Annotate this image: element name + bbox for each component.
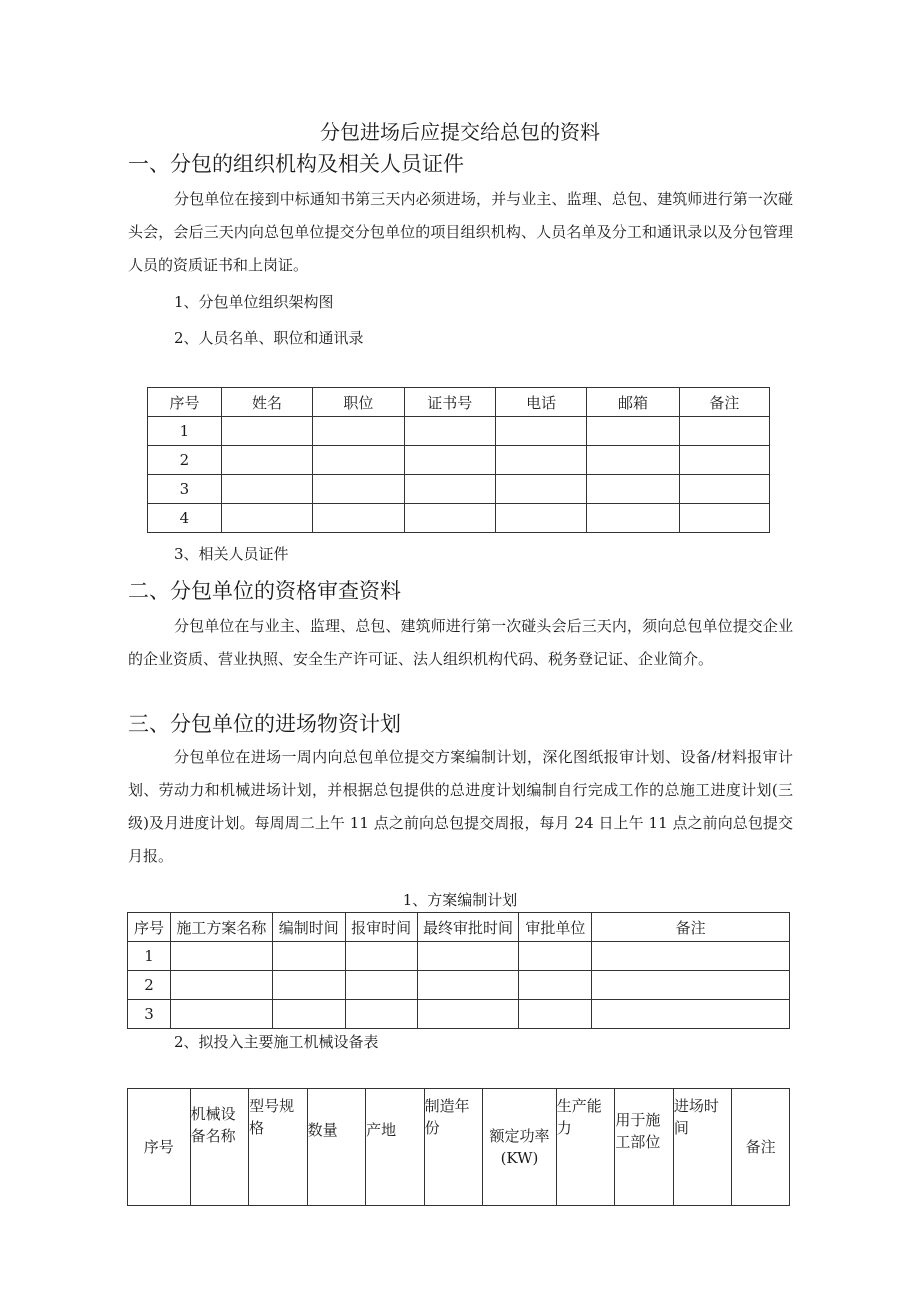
header-cell: 姓名: [221, 388, 312, 417]
header-cell: 进场时间: [673, 1089, 732, 1206]
table-cell: [404, 446, 495, 475]
header-cell: 电话: [495, 388, 586, 417]
table-cell: [587, 475, 679, 504]
row-number-cell: 2: [148, 446, 222, 475]
header-cell: 最终审批时间: [417, 913, 519, 942]
header-cell: 额定功率(KW): [483, 1089, 557, 1206]
row-number-cell: 2: [128, 971, 171, 1000]
table-cell: [679, 446, 769, 475]
table-cell: [519, 1000, 592, 1029]
table-cell: [272, 942, 345, 971]
table-row: [148, 504, 770, 533]
table-cell: [592, 942, 790, 971]
section-3-heading: 三、分包单位的进场物资计划: [128, 712, 401, 736]
table-cell: [587, 446, 679, 475]
header-cell: 制造年份: [424, 1089, 483, 1206]
table-row: [148, 475, 770, 504]
table-cell: [495, 446, 586, 475]
row-number-cell: 3: [128, 1000, 171, 1029]
header-cell: 产地: [366, 1089, 425, 1206]
table-cell: [519, 971, 592, 1000]
table-cell: [345, 942, 417, 971]
row-number-cell: 4: [148, 504, 222, 533]
plan-table-caption: 1、方案编制计划: [402, 891, 518, 909]
table-cell: [221, 446, 312, 475]
equipment-table-caption: 2、拟投入主要施工机械设备表: [174, 1033, 379, 1051]
table-cell: [404, 417, 495, 446]
table-cell: [404, 475, 495, 504]
table-cell: [519, 942, 592, 971]
section-1-heading: 一、分包的组织机构及相关人员证件: [128, 152, 464, 176]
table-cell: [272, 971, 345, 1000]
table-header-row: [128, 1089, 790, 1206]
table-cell: [170, 971, 272, 1000]
header-cell: 型号规格: [249, 1089, 308, 1206]
header-cell: 机械设备名称: [190, 1089, 249, 1206]
header-cell: 备注: [679, 388, 769, 417]
table-row: [148, 446, 770, 475]
row-number-cell: 1: [128, 942, 171, 971]
table-cell: [221, 475, 312, 504]
section-2-paragraph: 分包单位在与业主、监理、总包、建筑师进行第一次碰头会后三天内，须向总包单位提交企业的企业资质、营业执照、安全生产许可证、法人组织机构代码、税务登记证、企业简介。: [128, 617, 793, 668]
table-row: [128, 942, 790, 971]
table-row: [128, 1000, 790, 1029]
table-cell: [170, 1000, 272, 1029]
table-cell: [495, 417, 586, 446]
table-cell: [313, 504, 404, 533]
table-cell: [170, 942, 272, 971]
table-cell: [495, 475, 586, 504]
scheme-plan-table: [127, 912, 790, 1029]
section-2-heading: 二、分包单位的资格审查资料: [128, 579, 401, 603]
table-cell: [417, 971, 519, 1000]
row-number-cell: 1: [148, 417, 222, 446]
table-cell: [592, 1000, 790, 1029]
table-cell: [587, 417, 679, 446]
table-cell: [272, 1000, 345, 1029]
header-cell: 备注: [592, 913, 790, 942]
header-cell: 编制时间: [272, 913, 345, 942]
equipment-table: [127, 1088, 790, 1206]
header-cell: 报审时间: [345, 913, 417, 942]
section-1-item-1: 1、分包单位组织架构图: [174, 293, 334, 311]
table-cell: [313, 417, 404, 446]
table-header-row: [128, 913, 790, 942]
table-cell: [313, 475, 404, 504]
table-cell: [404, 504, 495, 533]
header-cell: 生产能力: [556, 1089, 615, 1206]
header-cell: 序号: [148, 388, 222, 417]
header-cell: 施工方案名称: [170, 913, 272, 942]
table-cell: [417, 942, 519, 971]
table-cell: [495, 504, 586, 533]
table-cell: [679, 504, 769, 533]
table-row: [148, 417, 770, 446]
header-cell: 证书号: [404, 388, 495, 417]
document-title: 分包进场后应提交给总包的资料: [320, 120, 600, 144]
table-cell: [345, 1000, 417, 1029]
table-cell: [313, 446, 404, 475]
row-number-cell: 3: [148, 475, 222, 504]
table-cell: [221, 417, 312, 446]
table-header-row: [148, 388, 770, 417]
table-cell: [221, 504, 312, 533]
table-cell: [417, 1000, 519, 1029]
header-cell: 序号: [128, 913, 171, 942]
header-cell: 用于施工部位: [615, 1089, 674, 1206]
section-1-item-3: 3、相关人员证件: [174, 545, 289, 563]
section-1-paragraph: 分包单位在接到中标通知书第三天内必须进场，并与业主、监理、总包、建筑师进行第一次碰头会，会后三天内向总包单位提交分包单位的项目组织机构、人员名单及分工和通讯录以及分包管理人员的资质证书和上岗证。: [128, 190, 793, 274]
header-cell: 职位: [313, 388, 404, 417]
section-3-paragraph: 分包单位在进场一周内向总包单位提交方案编制计划，深化图纸报审计划、设备/材料报审计划、劳动力和机械进场计划，并根据总包提供的总进度计划编制自行完成工作的总施工进度计划(三级)及月进度计划。每周周二上午 11 点之前向总包提交周报，每月 24 日上午 11 点之前向总包提交月报。: [128, 748, 793, 865]
table-cell: [679, 475, 769, 504]
table-cell: [679, 417, 769, 446]
table-cell: [587, 504, 679, 533]
header-cell: 数量: [307, 1089, 366, 1206]
header-cell: 序号: [128, 1089, 191, 1206]
section-1-item-2: 2、人员名单、职位和通讯录: [174, 329, 364, 347]
table-row: [128, 971, 790, 1000]
table-cell: [592, 971, 790, 1000]
personnel-table: [147, 387, 770, 533]
header-cell: 备注: [732, 1089, 790, 1206]
header-cell: 审批单位: [519, 913, 592, 942]
header-cell: 邮箱: [587, 388, 679, 417]
table-cell: [345, 971, 417, 1000]
